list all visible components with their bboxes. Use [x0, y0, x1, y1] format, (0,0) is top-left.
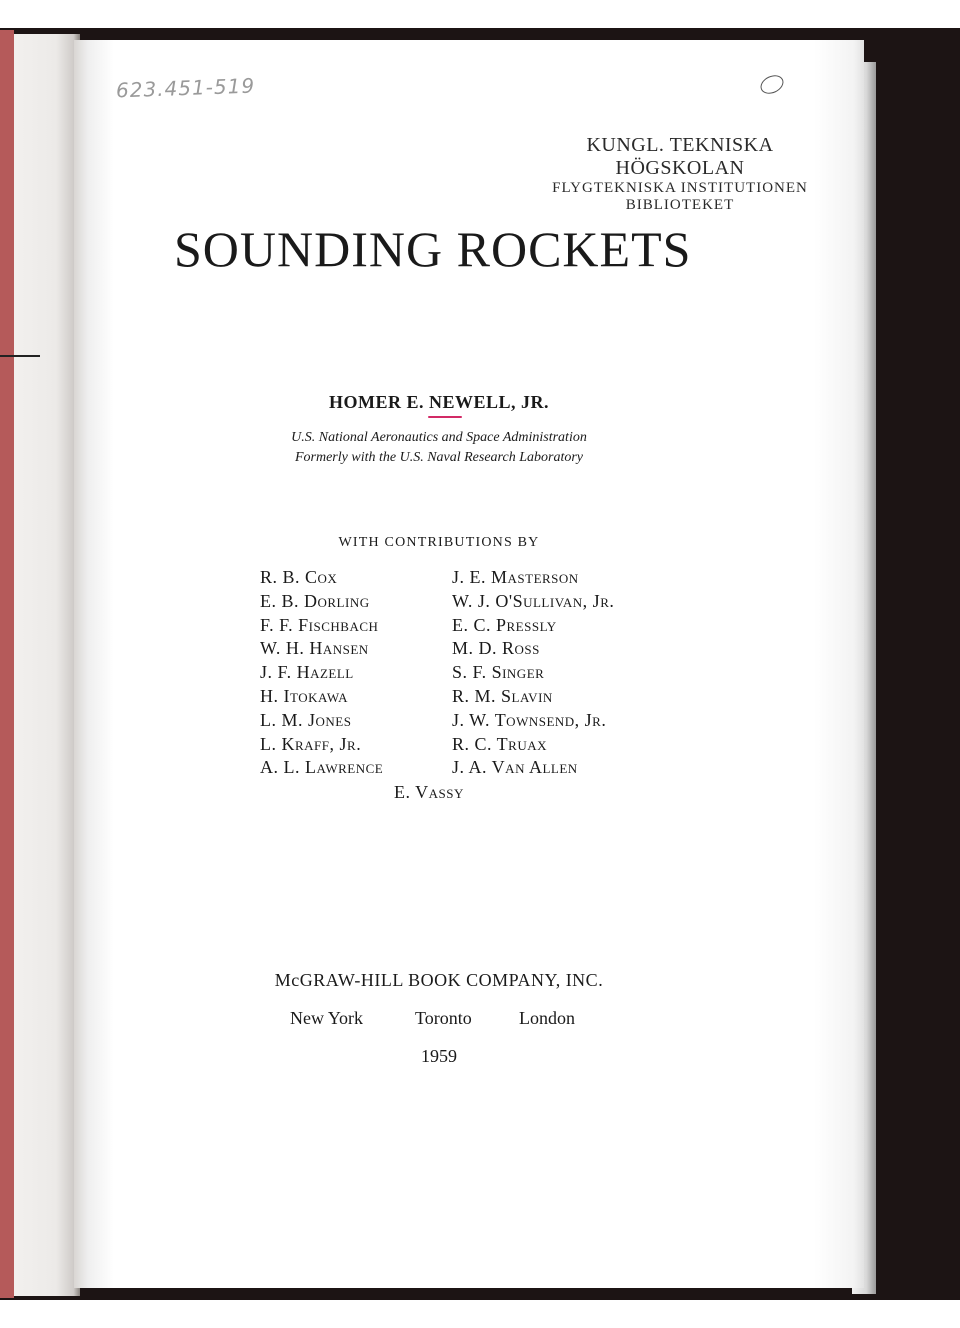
contributor-name: W. H. Hansen: [260, 638, 369, 659]
city-name: London: [519, 1008, 575, 1028]
publisher-name: McGRAW-HILL BOOK COMPANY, INC.: [274, 970, 604, 990]
contributor-name: R. C. Truax: [452, 733, 548, 754]
contributor-name: J. A. Van Allen: [452, 757, 578, 778]
stamp-line-2: FLYGTEKNISKA INSTITUTIONEN: [552, 180, 808, 196]
contributor-name: R. B. Cox: [260, 567, 338, 587]
contributions-heading: WITH CONTRIBUTIONS BY: [338, 535, 540, 550]
author-name: HOMER E. NEWELL, JR.: [328, 392, 550, 412]
contributor-center-name: E. Vassy: [394, 782, 464, 802]
handwritten-corner-mark: [758, 72, 787, 98]
contributor-name: J. W. Townsend, Jr.: [452, 709, 607, 730]
contributors-left-column: [260, 566, 383, 780]
contributor-name: H. Itokawa: [260, 685, 349, 706]
stamp-line-1: KUNGL. TEKNISKA HÖGSKOLAN: [586, 134, 774, 179]
contributor-name: E. C. Pressly: [452, 614, 557, 635]
contributor-name: A. L. Lawrence: [260, 757, 384, 778]
left-binding-strip: [0, 30, 14, 1298]
contributor-name: E. B. Dorling: [260, 590, 370, 611]
contributor-name: R. M. Slavin: [452, 685, 553, 706]
author-underline-mark: [428, 416, 462, 418]
contributor-name: J. F. Hazell: [260, 662, 354, 683]
contributors-right-column: [452, 566, 614, 780]
affiliation-line-1: U.S. National Aeronautics and Space Administration: [291, 430, 587, 445]
book-title: SOUNDING ROCKETS: [174, 221, 692, 277]
stamp-line-3: BIBLIOTEKET: [625, 197, 735, 214]
library-stamp: [540, 134, 820, 215]
city-name: Toronto: [415, 1008, 472, 1028]
contributor-name: L. M. Jones: [260, 709, 352, 730]
contributor-name: F. F. Fischbach: [260, 614, 379, 635]
contributor-name: S. F. Singer: [452, 662, 545, 683]
left-margin-line: [0, 355, 40, 357]
city-name: New York: [290, 1008, 364, 1028]
contributor-name: J. E. Masterson: [452, 567, 579, 587]
contributor-name: M. D. Ross: [452, 638, 540, 659]
contributor-name: L. Kraff, Jr.: [260, 733, 362, 754]
affiliation-line-2: Formerly with the U.S. Naval Research Laboratory: [294, 450, 583, 465]
title-page: [74, 40, 864, 1288]
handwritten-call-number: 623.451-519: [115, 73, 256, 103]
author-affiliation: [74, 428, 804, 468]
contributor-name: W. J. O'Sullivan, Jr.: [452, 590, 615, 611]
publication-year: 1959: [421, 1046, 457, 1066]
